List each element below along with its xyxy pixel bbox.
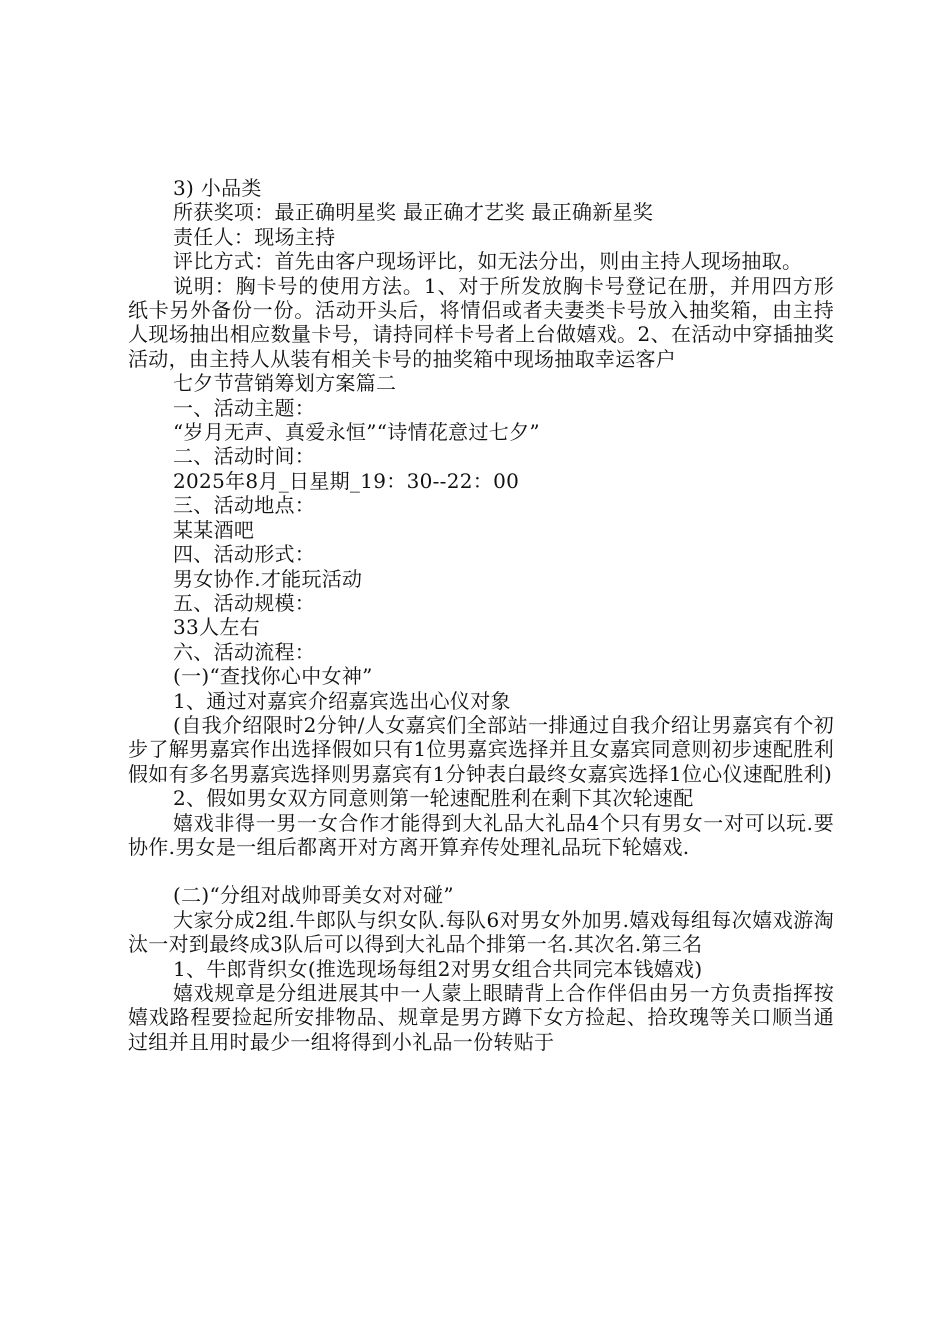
game-rules-paragraph: 嬉戏非得一男一女合作才能得到大礼品大礼品4个只有男女一对可以玩.要协作.男女是一组后都离开对方离开算弃传处理礼品玩下轮嬉戏. <box>128 810 834 859</box>
section-heading-skit: 3) 小品类 <box>173 176 262 200</box>
plan-two-title: 七夕节营销筹划方案篇二 <box>173 371 397 396</box>
activity-format-text: 男女协作.才能玩活动 <box>173 566 363 591</box>
self-introduction-paragraph: (自我介绍限时2分钟/人女嘉宾们全部站一排通过自我介绍让男嘉宾有个初步了解男嘉宾作出选择假如只有1位男嘉宾选择并且女嘉宾同意则初步速配胜利假如有多名男嘉宾选择则男嘉宾有1分钟表白最终女嘉宾选择1位心仪速配胜利) <box>128 712 834 786</box>
activity-format-heading: 四、活动形式： <box>173 542 316 567</box>
activity-location-text: 某某酒吧 <box>173 517 255 542</box>
cowherd-game-heading: 1、牛郎背织女(推选现场每组2对男女组合共同完本钱嬉戏) <box>173 956 703 981</box>
activity-time-heading: 二、活动时间： <box>173 444 316 469</box>
process-step-two: 2、假如男女双方同意则第一轮速配胜利在剩下其次轮速配 <box>173 786 694 811</box>
awards-paragraph: 所获奖项：最正确明星奖 最正确才艺奖 最正确新星奖 <box>173 200 654 225</box>
evaluation-method-paragraph: 评比方式：首先由客户现场评比，如无法分出，则由主持人现场抽取。 <box>173 249 803 274</box>
activity-location-heading: 三、活动地点： <box>173 493 316 518</box>
paragraph-spacer <box>128 859 834 883</box>
activity-time-text: 2025年8月_日星期_19：30--22：00 <box>173 468 520 493</box>
activity-theme-heading: 一、活动主题： <box>173 395 316 420</box>
activity-process-heading: 六、活动流程： <box>173 639 316 664</box>
responsible-person-paragraph: 责任人：现场主持 <box>173 224 336 249</box>
process-part-one-heading: (一)“查找你心中女神” <box>173 664 373 689</box>
process-part-two-heading: (二)“分组对战帅哥美女对对碰” <box>173 883 454 908</box>
cowherd-game-rules: 嬉戏规章是分组进展其中一人蒙上眼睛背上合作伴侣由另一方负责指挥按嬉戏路程要捡起所安排物品、规章是男方蹲下女方捡起、拾玫瑰等关口顺当通过组并且用时最少一组将得到小礼品一份转贴于 <box>128 981 834 1054</box>
badge-usage-paragraph: 说明：胸卡号的使用方法。1、对于所发放胸卡号登记在册，并用四方形纸卡另外备份一份。活动开头后，将情侣或者夫妻类卡号放入抽奖箱，由主持人现场抽出相应数量卡号，请持同样卡号者上台做嬉戏。2、在活动中穿插抽奖活动，由主持人从装有相关卡号的抽奖箱中现场抽取幸运客户 <box>128 273 834 371</box>
team-split-paragraph: 大家分成2组.牛郎队与织女队.每队6对男女外加男.嬉戏每组每次嬉戏游淘汰一对到最终成3队后可以得到大礼品个排第一名.其次名.第三名 <box>128 907 834 957</box>
process-step-one: 1、通过对嘉宾介绍嘉宾选出心仪对象 <box>173 688 511 713</box>
activity-theme-text: “岁月无声、真爱永恒”“诗情花意过七夕” <box>173 420 540 445</box>
activity-scale-heading: 五、活动规模： <box>173 590 316 615</box>
activity-scale-text: 33人左右 <box>173 615 260 640</box>
document-body <box>128 176 834 1054</box>
